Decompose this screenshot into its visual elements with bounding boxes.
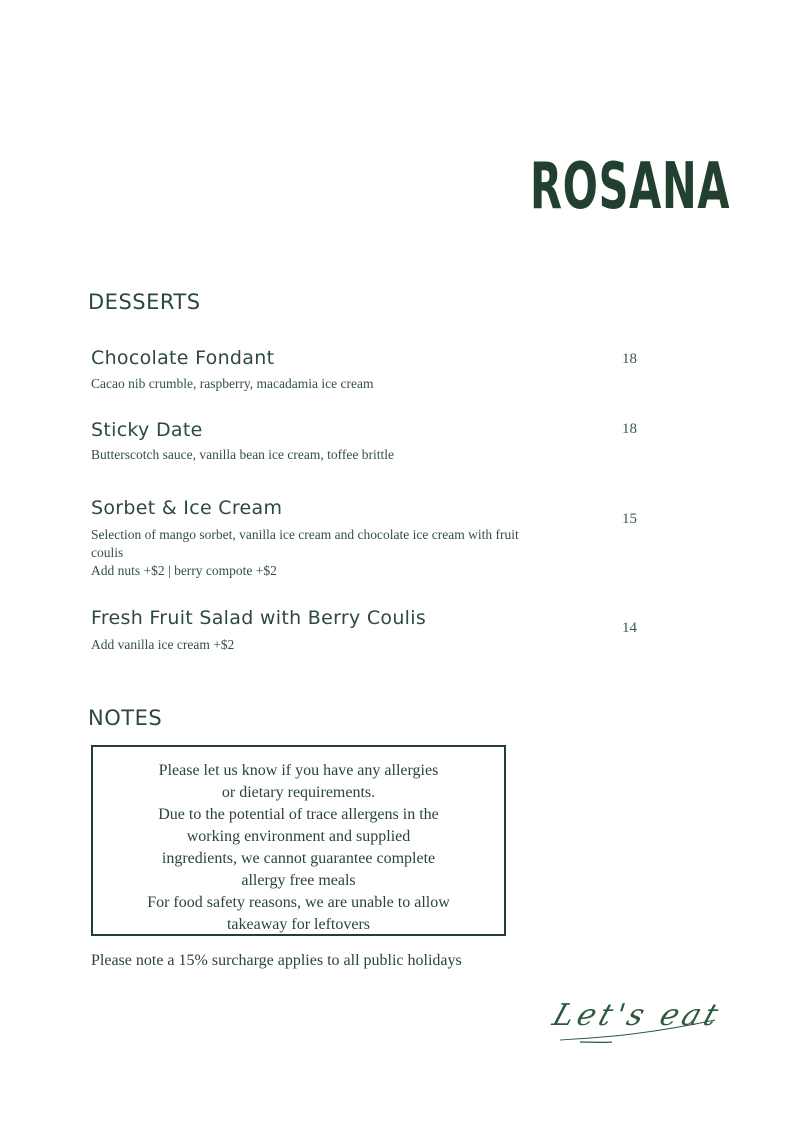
menu-item-name: Sticky Date: [91, 419, 203, 441]
surcharge-note: Please note a 15% surcharge applies to all public holidays: [91, 952, 462, 969]
menu-item-name: Fresh Fruit Salad with Berry Coulis: [91, 607, 427, 629]
menu-item-description: Butterscotch sauce, vanilla bean ice cream, toffee brittle: [91, 447, 394, 462]
notes-line: takeaway for leftovers: [226, 916, 371, 933]
notes-line: Please let us know if you have any allergies: [158, 762, 439, 779]
notes-line: working environment and supplied: [186, 828, 411, 845]
notes-line: For food safety reasons, we are unable to allow: [147, 894, 450, 911]
signature-text: Let's eat: [548, 998, 727, 1033]
notes-line: or dietary requirements.: [221, 784, 376, 801]
notes-line: allergy free meals: [241, 872, 356, 889]
menu-item-price: 15: [622, 511, 637, 527]
menu-item-description: Cacao nib crumble, raspberry, macadamia ice cream: [91, 376, 374, 391]
menu-item-price: 18: [622, 351, 637, 367]
menu-item-description: Selection of mango sorbet, vanilla ice cream and chocolate ice cream with fruit coulis: [91, 527, 519, 560]
menu-item-name: Sorbet & Ice Cream: [91, 497, 283, 519]
restaurant-logo: ROSANA: [530, 150, 731, 224]
menu-item-price: 14: [622, 620, 637, 636]
menu-item-addons: Add nuts +$2 | berry compote +$2: [91, 563, 277, 578]
notes-line: Due to the potential of trace allergens in the: [158, 806, 439, 823]
allergy-notes-text: [93, 747, 504, 936]
desserts-section-title: DESSERTS: [88, 290, 201, 314]
allergy-notes-box: [91, 745, 506, 936]
notes-line: ingredients, we cannot guarantee complete: [161, 850, 436, 867]
notes-section-title: NOTES: [88, 706, 163, 730]
menu-item-price: 18: [622, 421, 637, 437]
menu-item-description: Add vanilla ice cream +$2: [91, 637, 235, 652]
menu-item-name: Chocolate Fondant: [91, 347, 275, 369]
